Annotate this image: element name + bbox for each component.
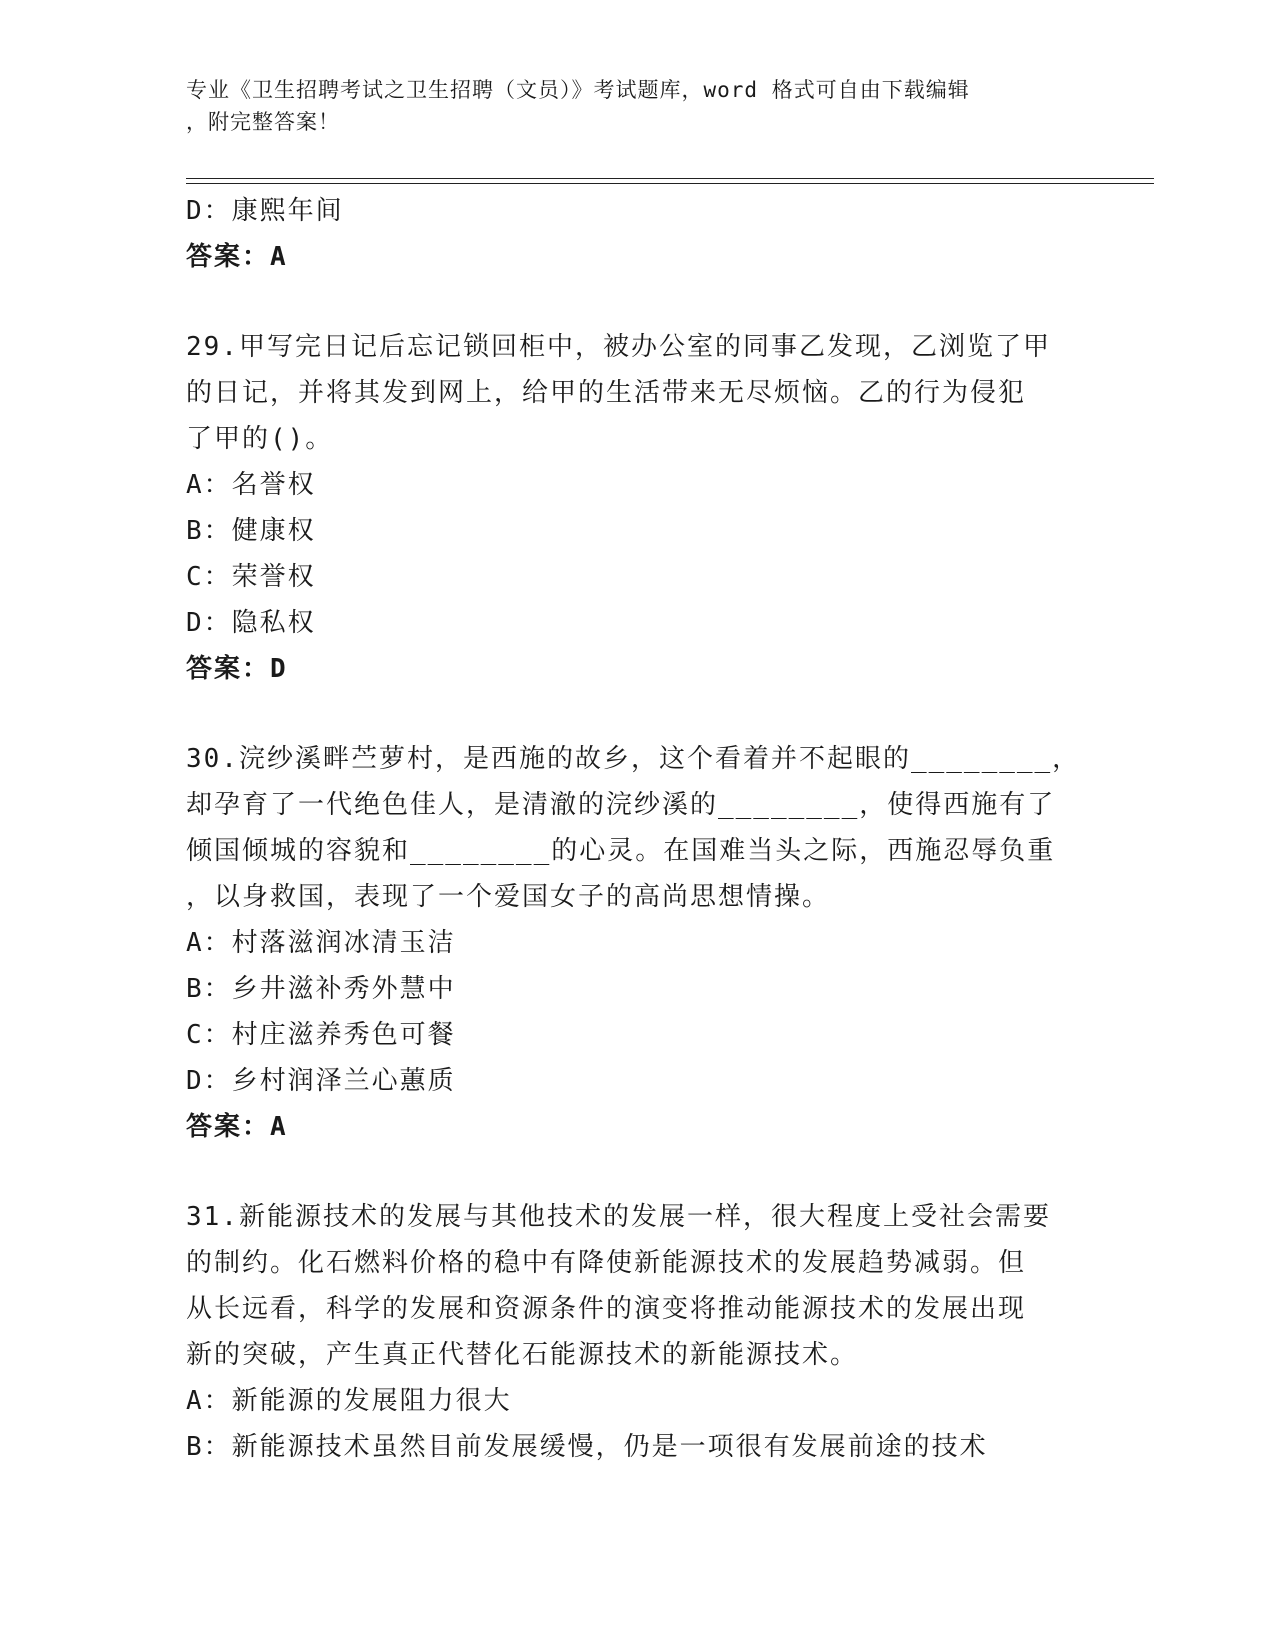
option-d: D：隐私权 (186, 608, 316, 638)
question-stem-line: 从长远看，科学的发展和资源条件的演变将推动能源技术的发展出现 (186, 1294, 1027, 1324)
question-stem-line: 的日记，并将其发到网上，给甲的生活带来无尽烦恼。乙的行为侵犯 (186, 378, 1027, 408)
question-stem-line: 了甲的()。 (186, 424, 334, 454)
question-29 (186, 324, 1086, 692)
option-a: A：新能源的发展阻力很大 (186, 1386, 512, 1416)
header-rule-bottom (186, 183, 1154, 184)
question-stem-line: 却孕育了一代绝色佳人，是清澈的浣纱溪的________，使得西施有了 (186, 790, 1056, 820)
option-a: A：名誉权 (186, 470, 316, 500)
answer: 答案：A (186, 242, 288, 272)
question-28 (186, 188, 1086, 280)
question-31 (186, 1194, 1086, 1470)
option-c: C：村庄滋养秀色可餐 (186, 1020, 456, 1050)
question-30 (186, 736, 1086, 1150)
option-b: B：乡井滋补秀外慧中 (186, 974, 456, 1004)
option-b: B：健康权 (186, 516, 316, 546)
header-line-2: ，附完整答案！ (186, 110, 340, 134)
option-a: A：村落滋润冰清玉洁 (186, 928, 456, 958)
header-rule-top (186, 178, 1154, 179)
question-stem-line: 31.新能源技术的发展与其他技术的发展一样，很大程度上受社会需要 (186, 1202, 1051, 1232)
option-c: C：荣誉权 (186, 562, 316, 592)
question-stem-line: 30.浣纱溪畔苎萝村，是西施的故乡，这个看着并不起眼的________， (186, 744, 1081, 774)
question-stem-line: 倾国倾城的容貌和________的心灵。在国难当头之际，西施忍辱负重 (186, 836, 1056, 866)
answer: 答案：D (186, 654, 288, 684)
question-stem-line: 的制约。化石燃料价格的稳中有降使新能源技术的发展趋势减弱。但 (186, 1248, 1027, 1278)
option-d: D：乡村润泽兰心蕙质 (186, 1066, 456, 1096)
question-list (186, 188, 1086, 1470)
question-stem-line: 新的突破，产生真正代替化石能源技术的新能源技术。 (186, 1340, 859, 1370)
header-line-1: 专业《卫生招聘考试之卫生招聘（文员）》考试题库，word 格式可自由下载编辑 (186, 78, 970, 102)
question-stem-line: ，以身救国，表现了一个爱国女子的高尚思想情操。 (186, 882, 831, 912)
option-b: B：新能源技术虽然目前发展缓慢，仍是一项很有发展前途的技术 (186, 1432, 988, 1462)
option-d: D：康熙年间 (186, 196, 344, 226)
document-header (186, 74, 1066, 138)
answer: 答案：A (186, 1112, 288, 1142)
question-stem-line: 29.甲写完日记后忘记锁回柜中，被办公室的同事乙发现，乙浏览了甲 (186, 332, 1051, 362)
